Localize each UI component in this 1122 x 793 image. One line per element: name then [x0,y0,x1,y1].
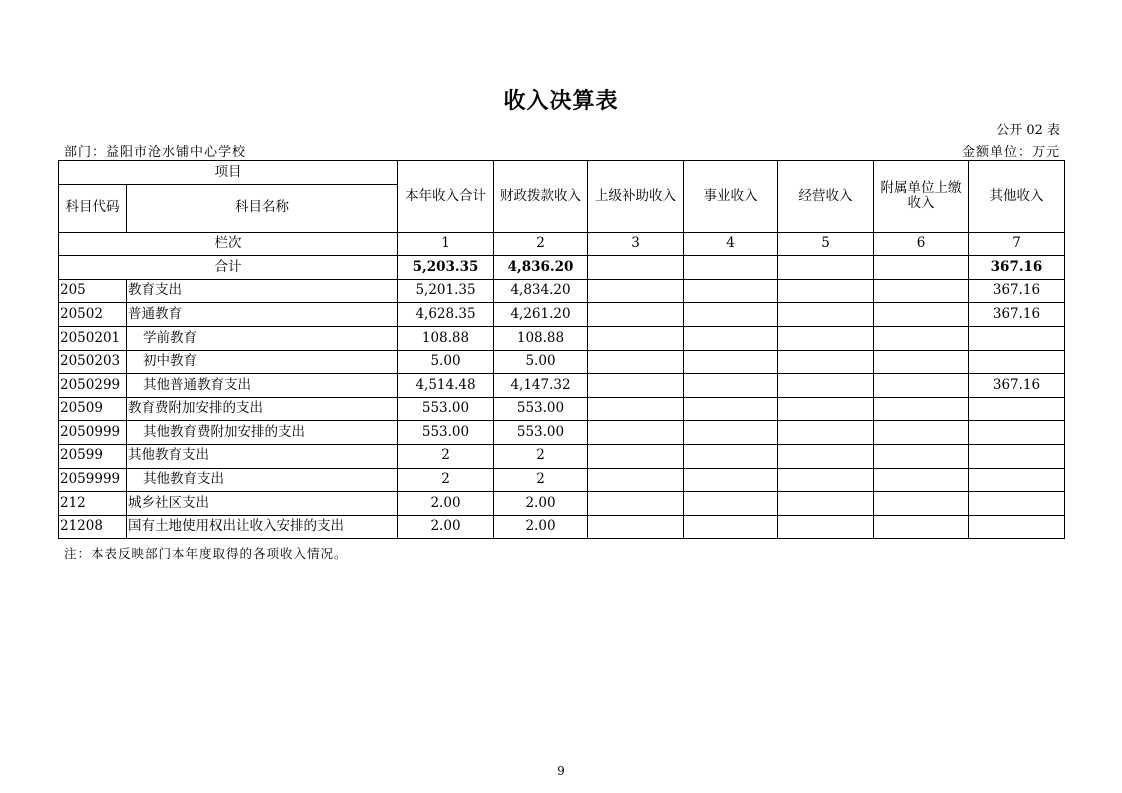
row-value-6 [874,421,969,445]
row-value-4 [684,303,778,327]
page-number: 9 [557,764,565,778]
row-value-5 [778,303,874,327]
row-name: 其他教育费附加安排的支出 [127,421,398,445]
department-label: 部门：益阳市沧水铺中心学校 [64,145,247,160]
header-col-4: 事业收入 [684,161,778,233]
seq-2: 2 [494,232,588,256]
total-value-6 [874,256,969,280]
row-value-1: 108.88 [398,326,494,350]
row-value-2: 2 [494,468,588,492]
row-value-6 [874,303,969,327]
row-value-1: 553.00 [398,421,494,445]
row-code: 2059999 [59,468,127,492]
row-value-4 [684,326,778,350]
row-value-2: 2 [494,444,588,468]
row-name: 教育支出 [127,279,398,303]
unit-label: 金额单位：万元 [961,145,1060,160]
header-code: 科目代码 [59,184,127,232]
row-value-2: 2.00 [494,515,588,539]
header-item: 项目 [59,161,398,185]
header-col-6: 附属单位上缴收入 [874,161,969,233]
row-value-1: 2.00 [398,492,494,516]
row-code: 2050999 [59,421,127,445]
row-value-7 [969,515,1065,539]
row-code: 20599 [59,444,127,468]
row-name: 初中教育 [127,350,398,374]
row-value-7 [969,468,1065,492]
row-value-2: 553.00 [494,397,588,421]
row-value-3 [588,326,684,350]
seq-label: 栏次 [59,232,398,256]
row-value-1: 2.00 [398,515,494,539]
row-value-1: 2 [398,444,494,468]
row-value-3 [588,492,684,516]
total-value-7: 367.16 [969,256,1065,280]
row-value-4 [684,279,778,303]
header-col-3: 上级补助收入 [588,161,684,233]
seq-4: 4 [684,232,778,256]
total-value-1: 5,203.35 [398,256,494,280]
row-value-2: 4,147.32 [494,374,588,398]
table-row [59,444,1065,468]
row-value-6 [874,444,969,468]
row-value-1: 553.00 [398,397,494,421]
row-value-5 [778,350,874,374]
row-value-1: 2 [398,468,494,492]
header-col-1: 本年收入合计 [398,161,494,233]
table-row [59,397,1065,421]
row-value-3 [588,444,684,468]
row-value-7 [969,350,1065,374]
row-value-7 [969,421,1065,445]
row-value-5 [778,397,874,421]
row-value-6 [874,350,969,374]
row-value-7: 367.16 [969,279,1065,303]
header-col-2: 财政拨款收入 [494,161,588,233]
row-code: 2050203 [59,350,127,374]
row-name: 学前教育 [127,326,398,350]
row-value-3 [588,279,684,303]
row-value-3 [588,468,684,492]
row-value-6 [874,397,969,421]
row-value-7 [969,492,1065,516]
row-value-6 [874,279,969,303]
row-value-7: 367.16 [969,303,1065,327]
row-name: 教育费附加安排的支出 [127,397,398,421]
row-value-4 [684,350,778,374]
seq-5: 5 [778,232,874,256]
total-value-2: 4,836.20 [494,256,588,280]
header-col-7: 其他收入 [969,161,1065,233]
row-value-2: 553.00 [494,421,588,445]
row-value-4 [684,492,778,516]
table-note: 注：本表反映部门本年度取得的各项收入情况。 [64,546,348,561]
row-code: 205 [59,279,127,303]
header-col-5: 经营收入 [778,161,874,233]
row-value-5 [778,468,874,492]
row-name: 普通教育 [127,303,398,327]
row-value-5 [778,492,874,516]
row-code: 212 [59,492,127,516]
row-value-4 [684,421,778,445]
table-row [59,350,1065,374]
row-value-7 [969,397,1065,421]
table-row [59,492,1065,516]
total-value-5 [778,256,874,280]
table-row [59,374,1065,398]
form-number: 公开 02 表 [996,123,1060,138]
row-value-2: 108.88 [494,326,588,350]
row-value-3 [588,374,684,398]
row-value-6 [874,468,969,492]
row-value-5 [778,515,874,539]
row-name: 其他教育支出 [127,444,398,468]
row-value-2: 2.00 [494,492,588,516]
row-value-1: 5.00 [398,350,494,374]
row-value-5 [778,326,874,350]
table-row [59,468,1065,492]
row-code: 20509 [59,397,127,421]
row-code: 2050201 [59,326,127,350]
row-name: 城乡社区支出 [127,492,398,516]
row-value-2: 4,261.20 [494,303,588,327]
row-value-4 [684,444,778,468]
row-name: 国有土地使用权出让收入安排的支出 [127,515,398,539]
table-row [59,303,1065,327]
total-label: 合计 [59,256,398,280]
seq-1: 1 [398,232,494,256]
row-value-4 [684,397,778,421]
row-value-3 [588,421,684,445]
row-value-7 [969,444,1065,468]
row-value-4 [684,468,778,492]
row-value-6 [874,374,969,398]
row-value-1: 4,514.48 [398,374,494,398]
table-row [59,279,1065,303]
header-name: 科目名称 [127,184,398,232]
row-value-1: 4,628.35 [398,303,494,327]
income-table [58,160,1065,539]
row-value-2: 5.00 [494,350,588,374]
row-code: 20502 [59,303,127,327]
row-value-5 [778,421,874,445]
seq-3: 3 [588,232,684,256]
row-value-4 [684,374,778,398]
row-value-5 [778,374,874,398]
row-value-5 [778,279,874,303]
row-name: 其他教育支出 [127,468,398,492]
row-value-5 [778,444,874,468]
row-value-7 [969,326,1065,350]
row-value-2: 4,834.20 [494,279,588,303]
total-value-4 [684,256,778,280]
row-value-7: 367.16 [969,374,1065,398]
row-value-4 [684,515,778,539]
row-value-1: 5,201.35 [398,279,494,303]
row-value-3 [588,303,684,327]
total-value-3 [588,256,684,280]
row-value-3 [588,515,684,539]
row-code: 2050299 [59,374,127,398]
row-value-3 [588,350,684,374]
row-value-3 [588,397,684,421]
seq-7: 7 [969,232,1065,256]
seq-6: 6 [874,232,969,256]
table-row [59,515,1065,539]
table-row [59,421,1065,445]
page-title: 收入决算表 [503,89,619,114]
table-row [59,326,1065,350]
row-value-6 [874,326,969,350]
row-name: 其他普通教育支出 [127,374,398,398]
row-code: 21208 [59,515,127,539]
row-value-6 [874,492,969,516]
row-value-6 [874,515,969,539]
